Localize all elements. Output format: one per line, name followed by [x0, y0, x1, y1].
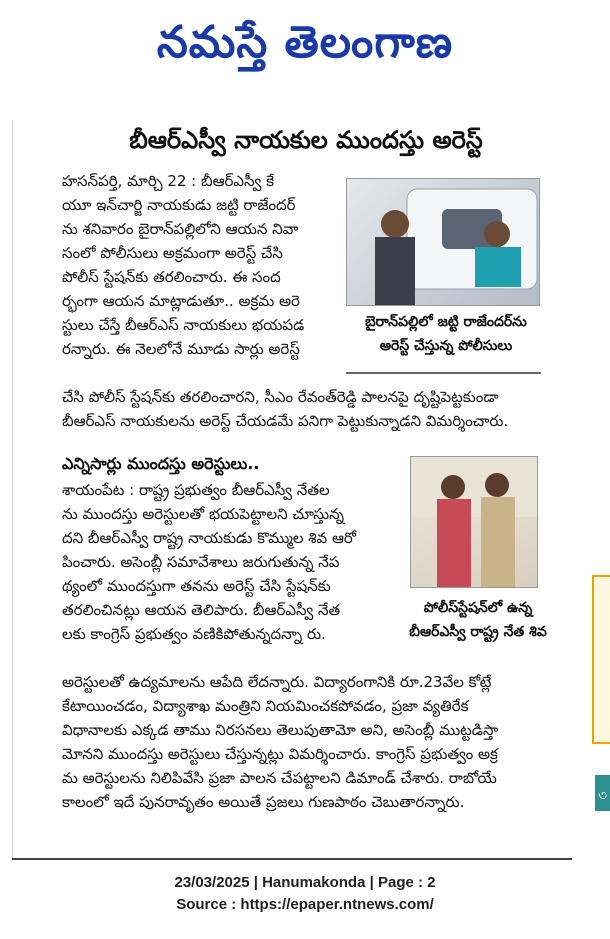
body-line: దని బీఆర్ఎస్వీ రాష్ట్ర నాయకుడు కొమ్ముల శివ ఆరో [62, 529, 356, 547]
article-body-2-wide [62, 670, 582, 814]
body-line: కాలంలో ఇదే పునరావృతం అయితే ప్రజలు గుణపాఠం చెబుతారన్నారు. [62, 793, 465, 811]
caption-rule [346, 372, 541, 374]
article-body-1 [62, 169, 340, 361]
body-line: తరలించినట్లు ఆయన తెలిపారు. బీఆర్ఎస్వీ నేత [62, 601, 341, 619]
body-line: లకు కాంగ్రెస్ ప్రభుత్వం వణికిపోతున్నదన్నా రు. [62, 625, 326, 643]
body-line: ను ముందస్తు అరెస్టులతో భయపెట్టాలని చూస్తున్న [62, 505, 345, 523]
footer-source-line: Source : https://epaper.ntnews.com/ [176, 896, 434, 913]
body-line: సంలో పోలీసులు అక్రమంగా అరెస్ట్ చేసి [62, 244, 283, 262]
masthead [0, 0, 610, 96]
article-subhead: ఎన్నిసార్లు ముందస్తు అరెస్టులు.. [62, 454, 260, 473]
body-line: పోలీస్ స్టేషన్‌కు తరలించారు. ఈ సంద [62, 268, 281, 286]
body-line: యూ ఇన్‌చార్జి నాయకుడు జట్టి రాజేందర్ [62, 196, 296, 214]
body-line: మ అరెస్టులను నిలిపివేసి ప్రజా పాలన చేపట్టాలని డిమాండ్ చేశారు. రాబోయే [62, 769, 497, 787]
article-body-2 [62, 478, 402, 646]
body-line: మోనని ముందస్తు అరెస్టులు చేస్తున్నట్లు విమర్శించారు. కాంగ్రెస్ ప్రభుత్వం అక్ర [62, 745, 498, 763]
article-body-1-wide [62, 385, 582, 433]
body-line: థ్యంలో ముందస్తుగా తనను అరెస్ట్ చేసి స్టేషన్‌కు [62, 577, 331, 595]
body-line: శాయంపేట : రాష్ట్ర ప్రభుత్వం బీఆర్ఎస్వీ నేతల [62, 481, 330, 499]
body-line: అరెస్టులతో ఉద్యమాలను ఆపేది లేదన్నారు. విద్యారంగానికి రూ.23వేల కోట్లే [62, 673, 492, 691]
body-line: పించారు. అసెంబ్లీ సమావేశాలు జరుగుతున్న నేప [62, 553, 340, 571]
body-line: స్టులు చేస్తే బీఆర్ఎస్ నాయకులు భయపడ [62, 316, 305, 334]
photo-caption-2 [388, 596, 568, 644]
caption-2-line-2: బీఆర్ఎస్వీ రాష్ట్ర నేత శివ [409, 624, 547, 640]
body-line: ర్భంగా ఆయన మాట్లాడుతూ.. అక్రమ అరె [62, 292, 300, 310]
caption-1-line-2: అరెస్ట్ చేస్తున్న పోలీసులు [379, 338, 513, 354]
bottom-rule [12, 858, 572, 860]
column-divider [12, 120, 13, 860]
footer-date-line: 23/03/2025 | Hanumakonda | Page : 2 [174, 874, 436, 891]
adjacent-badge [595, 775, 610, 811]
body-line: బీఆర్ఎస్ నాయకులను అరెస్ట్ చేయడమే పనిగా పెట్టుకున్నాడని విమర్శించారు. [62, 412, 509, 430]
photo-caption-1 [346, 310, 546, 358]
newspaper-title: నమస్తే తెలంగాణ [156, 17, 454, 68]
body-line: కేటాయించడం, విద్యాశాఖ మంత్రిని నియమించకపోవడం, ప్రజా వ్యతిరేక [62, 697, 469, 715]
body-line: హసన్‌పర్తి, మార్చి 22 : బీఆర్ఎస్వీ కే [62, 172, 274, 190]
body-line: రన్నారు. ఈ నెలలోనే మూడు సార్లు అరెస్ట్ [62, 340, 300, 358]
arrest-photo [346, 178, 540, 306]
caption-1-line-1: బైరాన్‌పల్లిలో జట్టి రాజేందర్‌ను [365, 314, 527, 330]
body-line: చేసి పోలీస్ స్టేషన్‌కు తరలించారని, సీఎం రేవంత్‌రెడ్డి పాలనపై దృష్టిపెట్టకుండా [62, 388, 499, 406]
body-line: ను శనివారం బైరాన్‌పల్లిలోని ఆయన నివా [62, 220, 299, 238]
adjacent-article-edge [592, 575, 610, 744]
station-photo [410, 456, 538, 588]
caption-2-line-1: పోలీస్‌స్టేషన్‌లో ఉన్న [423, 600, 533, 616]
body-line: విధానాలకు ఎక్కడ తాము నిరసనలు తెలుపుతామో అని, అసెంబ్లీ ముట్టడిస్తా [62, 721, 499, 739]
footer [0, 872, 610, 916]
article-headline: బీఆర్ఎస్వీ నాయకుల ముందస్తు అరెస్ట్ [129, 126, 483, 154]
